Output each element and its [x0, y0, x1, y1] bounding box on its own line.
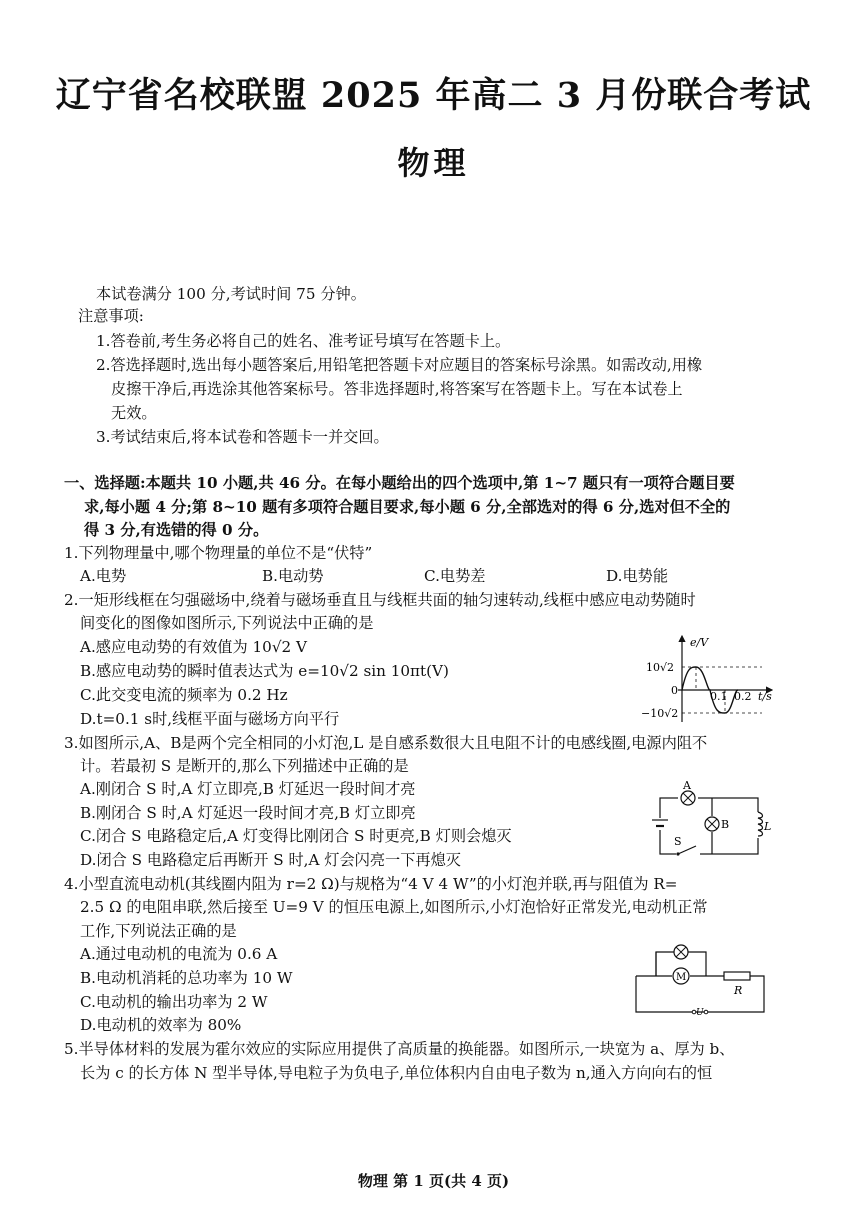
- q3-option-d: D.闭合 S 电路稳定后再断开 S 时,A 灯会闪亮一下再熄灭: [80, 851, 461, 869]
- q4-option-a: A.通过电动机的电流为 0.6 A: [80, 945, 278, 963]
- q3-lamp-b-label: B: [721, 818, 730, 831]
- q3-stem-cont: 计。若最初 S 是断开的,那么下列描述中正确的是: [80, 757, 409, 775]
- q2-stem-cont: 间变化的图像如图所示,下列说法中正确的是: [80, 614, 374, 632]
- q2-graph-xlabel: t/s: [758, 690, 772, 703]
- q2-graph-ypos: 10√2: [646, 661, 675, 674]
- note-1: 1.答卷前,考生务必将自己的姓名、准考证号填写在答题卡上。: [96, 332, 511, 350]
- note-2: 2.答选择题时,选出每小题答案后,用铅笔把答题卡对应题目的答案标号涂黑。如需改动,用橡: [96, 356, 703, 374]
- q3-circuit-diagram: [648, 778, 773, 860]
- q2-option-a: A.感应电动势的有效值为 10√2 V: [80, 638, 307, 656]
- q1-option-a: A.电势: [80, 567, 127, 585]
- exam-title: 辽宁省名校联盟 2025 年高二 3 月份联合考试: [55, 75, 812, 116]
- subject-title: 物理: [397, 144, 470, 182]
- q3-lamp-a-label: A: [683, 779, 691, 792]
- q2-option-d: D.t=0.1 s时,线框平面与磁场方向平行: [80, 710, 340, 728]
- q4-voltage-label: U: [696, 1008, 704, 1018]
- q1-option-d: D.电势能: [606, 567, 669, 585]
- q1-option-b: B.电动势: [262, 567, 324, 585]
- q4-resistor-label: R: [734, 984, 743, 997]
- note-2-cont: 皮擦干净后,再选涂其他答案标号。答非选择题时,将答案写在答题卡上。写在本试卷上: [111, 380, 683, 398]
- section-desc-2: 得 3 分,有选错的得 0 分。: [84, 521, 269, 539]
- q3-option-a: A.刚闭合 S 时,A 灯立即亮,B 灯延迟一段时间才亮: [80, 780, 416, 798]
- q3-inductor-label: L: [764, 820, 772, 833]
- q4-option-b: B.电动机消耗的总功率为 10 W: [80, 969, 293, 987]
- q4-option-d: D.电动机的效率为 80%: [80, 1016, 242, 1034]
- notes-title: 注意事项:: [78, 307, 144, 325]
- q4-stem-cont2: 工作,下列说法正确的是: [80, 922, 237, 940]
- q1-option-c: C.电势差: [424, 567, 486, 585]
- q4-resistor: [724, 972, 750, 980]
- note-3: 3.考试结束后,将本试卷和答题卡一并交回。: [96, 428, 389, 446]
- page-footer: 物理 第 1 页(共 4 页): [357, 1172, 510, 1190]
- q4-stem: 4.小型直流电动机(其线圈内阻为 r=2 Ω)与规格为“4 V 4 W”的小灯泡并联,再与阻值为 R=: [64, 875, 678, 893]
- q4-stem-cont: 2.5 Ω 的电阻串联,然后接至 U=9 V 的恒压电源上,如图所示,小灯泡恰好正常发光,电动机正常: [80, 898, 708, 916]
- q3-option-b: B.刚闭合 S 时,A 灯延迟一段时间才亮,B 灯立即亮: [80, 804, 416, 822]
- q4-circuit-diagram: [632, 938, 772, 1018]
- q1-stem: 1.下列物理量中,哪个物理量的单位不是“伏特”: [64, 544, 373, 562]
- q3-option-c: C.闭合 S 电路稳定后,A 灯变得比刚闭合 S 时更亮,B 灯则会熄灭: [80, 827, 512, 845]
- q2-option-b: B.感应电动势的瞬时值表达式为 e=10√2 sin 10πt(V): [80, 662, 449, 680]
- section-desc: 求,每小题 4 分;第 8~10 题有多项符合题目要求,每小题 6 分,全部选对的得 6 分,选对但不全的: [84, 498, 731, 516]
- q5-stem: 5.半导体材料的发展为霍尔效应的实际应用提供了高质量的换能器。如图所示,一块宽为 a、厚为 b、: [64, 1040, 735, 1058]
- score-line: 本试卷满分 100 分,考试时间 75 分钟。: [96, 285, 366, 303]
- q4-motor-label: M: [676, 972, 687, 983]
- q3-stem: 3.如图所示,A、B是两个完全相同的小灯泡,L 是自感系数很大且电阻不计的电感线圈,电源内阻不: [64, 734, 708, 752]
- q2-graph-origin: 0: [671, 684, 678, 697]
- q2-stem: 2.一矩形线框在匀强磁场中,绕着与磁场垂直且与线框共面的轴匀速转动,线框中感应电动势随时: [64, 591, 696, 609]
- q5-stem-cont: 长为 c 的长方体 N 型半导体,导电粒子为负电子,单位体积内自由电子数为 n,通入方向向右的恒: [80, 1064, 713, 1082]
- q2-graph-x1: 0.1: [710, 690, 728, 703]
- section-heading: 一、选择题:本题共 10 小题,共 46 分。在每小题给出的四个选项中,第 1~7 题只有一项符合题目要: [64, 474, 735, 492]
- note-2-cont2: 无效。: [111, 404, 157, 422]
- q2-sine-graph: [630, 632, 780, 727]
- q4-option-c: C.电动机的输出功率为 2 W: [80, 993, 268, 1011]
- q2-option-c: C.此交变电流的频率为 0.2 Hz: [80, 686, 288, 704]
- q2-graph-yneg: −10√2: [641, 707, 679, 720]
- q2-graph-ylabel: e/V: [690, 636, 709, 649]
- q2-graph-x2: 0.2: [734, 690, 752, 703]
- q3-switch-label: S: [674, 835, 682, 848]
